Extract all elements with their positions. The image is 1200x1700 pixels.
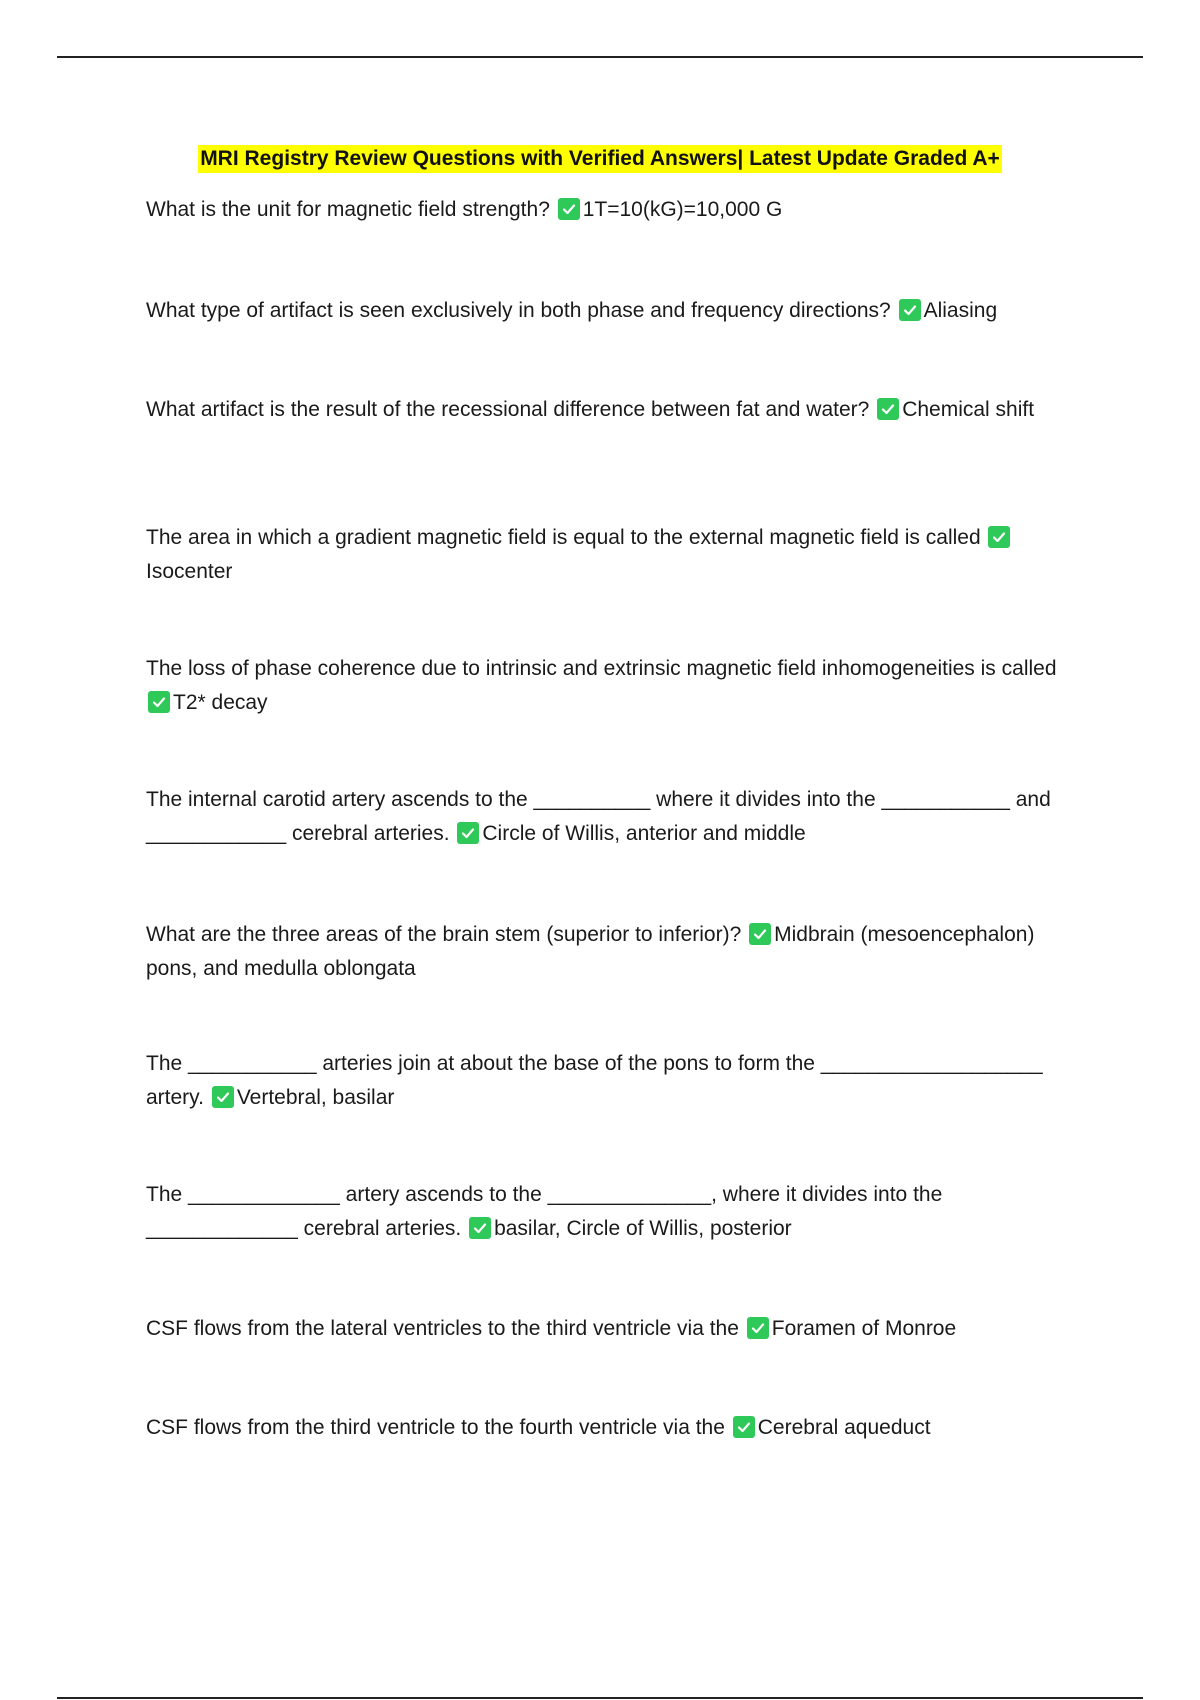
answer-text: basilar, Circle of Willis, posterior <box>494 1217 792 1240</box>
check-icon <box>749 923 771 945</box>
question-text: What artifact is the result of the recessional difference between fat and water? <box>146 398 870 421</box>
qa-item <box>146 1411 1066 1445</box>
answer-text: Foramen of Monroe <box>771 1317 957 1340</box>
check-icon <box>733 1416 755 1438</box>
question-text: The internal carotid artery ascends to the __________ where it divides into the ___________ and ____________ cerebral arteries. <box>146 788 1051 845</box>
check-icon <box>899 299 921 321</box>
answer-text: Cerebral aqueduct <box>757 1416 931 1439</box>
question-text: The ___________ arteries join at about the base of the pons to form the ___________________ artery. <box>146 1052 1043 1109</box>
qa-item <box>146 1047 1066 1115</box>
qa-item <box>146 193 1066 227</box>
qa-item <box>146 294 1066 328</box>
check-icon <box>877 398 899 420</box>
check-icon <box>148 691 170 713</box>
answer-text: T2* decay <box>173 691 268 714</box>
check-icon <box>212 1086 234 1108</box>
answer-text: Aliasing <box>923 299 998 322</box>
question-text: CSF flows from the lateral ventricles to the third ventricle via the <box>146 1317 739 1340</box>
answer-text: Isocenter <box>146 560 233 583</box>
answer-text: Circle of Willis, anterior and middle <box>482 822 806 845</box>
check-icon <box>457 822 479 844</box>
qa-item <box>146 918 1066 986</box>
question-text: What is the unit for magnetic field strength? <box>146 198 550 221</box>
check-icon <box>469 1217 491 1239</box>
document-title: MRI Registry Review Questions with Verified Answers| Latest Update Graded A+ <box>198 145 1002 173</box>
question-text: The area in which a gradient magnetic field is equal to the external magnetic field is called <box>146 526 981 549</box>
answer-text: Midbrain (mesoencephalon) pons, and medulla oblongata <box>146 923 1035 980</box>
check-icon <box>558 198 580 220</box>
answer-text: 1T=10(kG)=10,000 G <box>582 198 783 221</box>
question-text: CSF flows from the third ventricle to the fourth ventricle via the <box>146 1416 725 1439</box>
qa-item <box>146 1178 1066 1246</box>
qa-item <box>146 1312 1066 1346</box>
question-text: What are the three areas of the brain stem (superior to inferior)? <box>146 923 742 946</box>
qa-item <box>146 783 1066 851</box>
qa-item <box>146 393 1066 427</box>
qa-item <box>146 652 1066 720</box>
question-text: The _____________ artery ascends to the ______________, where it divides into the _____________ cerebral arteries. <box>146 1183 943 1240</box>
check-icon <box>988 526 1010 548</box>
answer-text: Vertebral, basilar <box>236 1086 395 1109</box>
header-rule <box>57 56 1143 58</box>
question-text: What type of artifact is seen exclusively in both phase and frequency directions? <box>146 299 891 322</box>
answer-text: Chemical shift <box>902 398 1035 421</box>
check-icon <box>747 1317 769 1339</box>
qa-item <box>146 521 1066 589</box>
title-container <box>0 145 1200 173</box>
footer-rule <box>57 1697 1143 1699</box>
question-text: The loss of phase coherence due to intrinsic and extrinsic magnetic field inhomogeneities is called <box>146 657 1057 680</box>
